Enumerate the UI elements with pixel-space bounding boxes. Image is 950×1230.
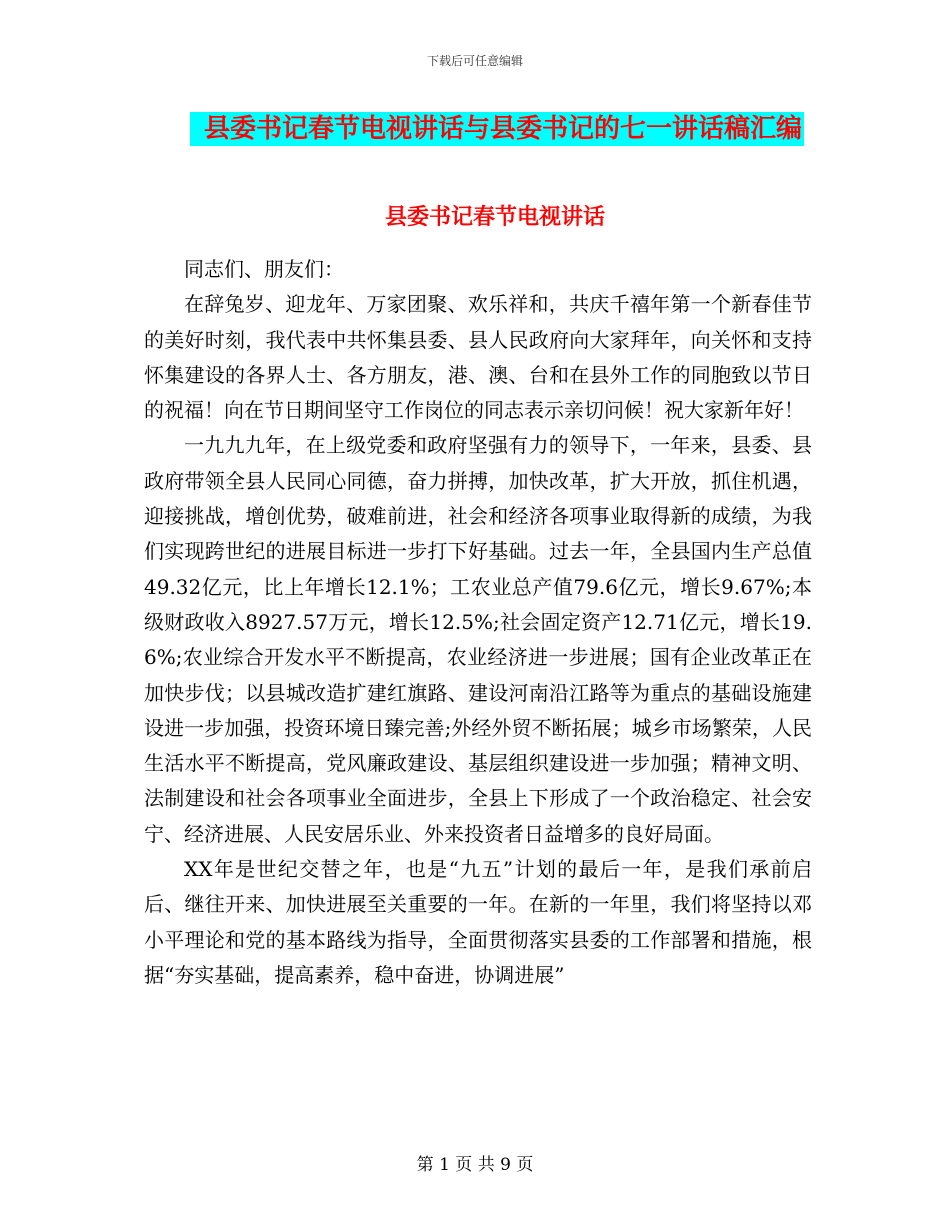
document-body (144, 252, 812, 993)
section-title: 县委书记春节电视讲话 (384, 204, 605, 230)
body-paragraph: 一九九九年，在上级党委和政府坚强有力的领导下，一年来，县委、县政府带领全县人民同心同德，奋力拼搏，加快改革，扩大开放，抓住机遇，迎接挑战，增创优势，破难前进，社会和经济各项事业取得新的成绩，为我们实现跨世纪的进展目标进一步打下好基础。过去一年，全县国内生产总值49.32亿元，比上年增长12.1%；工农业总产值79.6亿元，增长9.67%;本级财政收入8927.57万元，增长12.5%;社会固定资产12.71亿元，增长19.6%;农业综合开发水平不断提高，农业经济进一步进展；国有企业改革正在加快步伐；以县城改造扩建红旗路、建设河南沿江路等为重点的基础设施建设进一步加强，投资环境日臻完善;外经外贸不断拓展；城乡市场繁荣，人民生活水平不断提高，党风廉政建设、基层组织建设进一步加强；精神文明、法制建设和社会各项事业全面进步，全县上下形成了一个政治稳定、社会安宁、经济进展、人民安居乐业、外来投资者日益增多的良好局面。 (144, 433, 812, 846)
greeting: 同志们、朋友们： (184, 257, 344, 281)
document-title: 县委书记春节电视讲话与县委书记的七一讲话稿汇编 (190, 112, 804, 146)
body-paragraph: 在辞兔岁、迎龙年、万家团聚、欢乐祥和，共庆千禧年第一个新春佳节的美好时刻，我代表中共怀集县委、县人民政府向大家拜年，向关怀和支持怀集建设的各界人士、各方朋友，港、澳、台和在县外工作的同胞致以节日的祝福！向在节日期间坚守工作岗位的同志表示亲切问候！祝大家新年好！ (144, 292, 812, 423)
document-title-container (0, 112, 950, 146)
body-paragraph: XX年是世纪交替之年，也是“九五”计划的最后一年，是我们承前启后、继往开来、加快进展至关重要的一年。在新的一年里，我们将坚持以邓小平理论和党的基本路线为指导，全面贯彻落实县委的工作部署和措施，根据“夯实基础，提高素养，稳中奋进，协调进展” (144, 857, 812, 987)
page-header-note: 下载后可任意编辑 (426, 54, 523, 68)
page-number: 第 1 页 共 9 页 (416, 1155, 534, 1175)
